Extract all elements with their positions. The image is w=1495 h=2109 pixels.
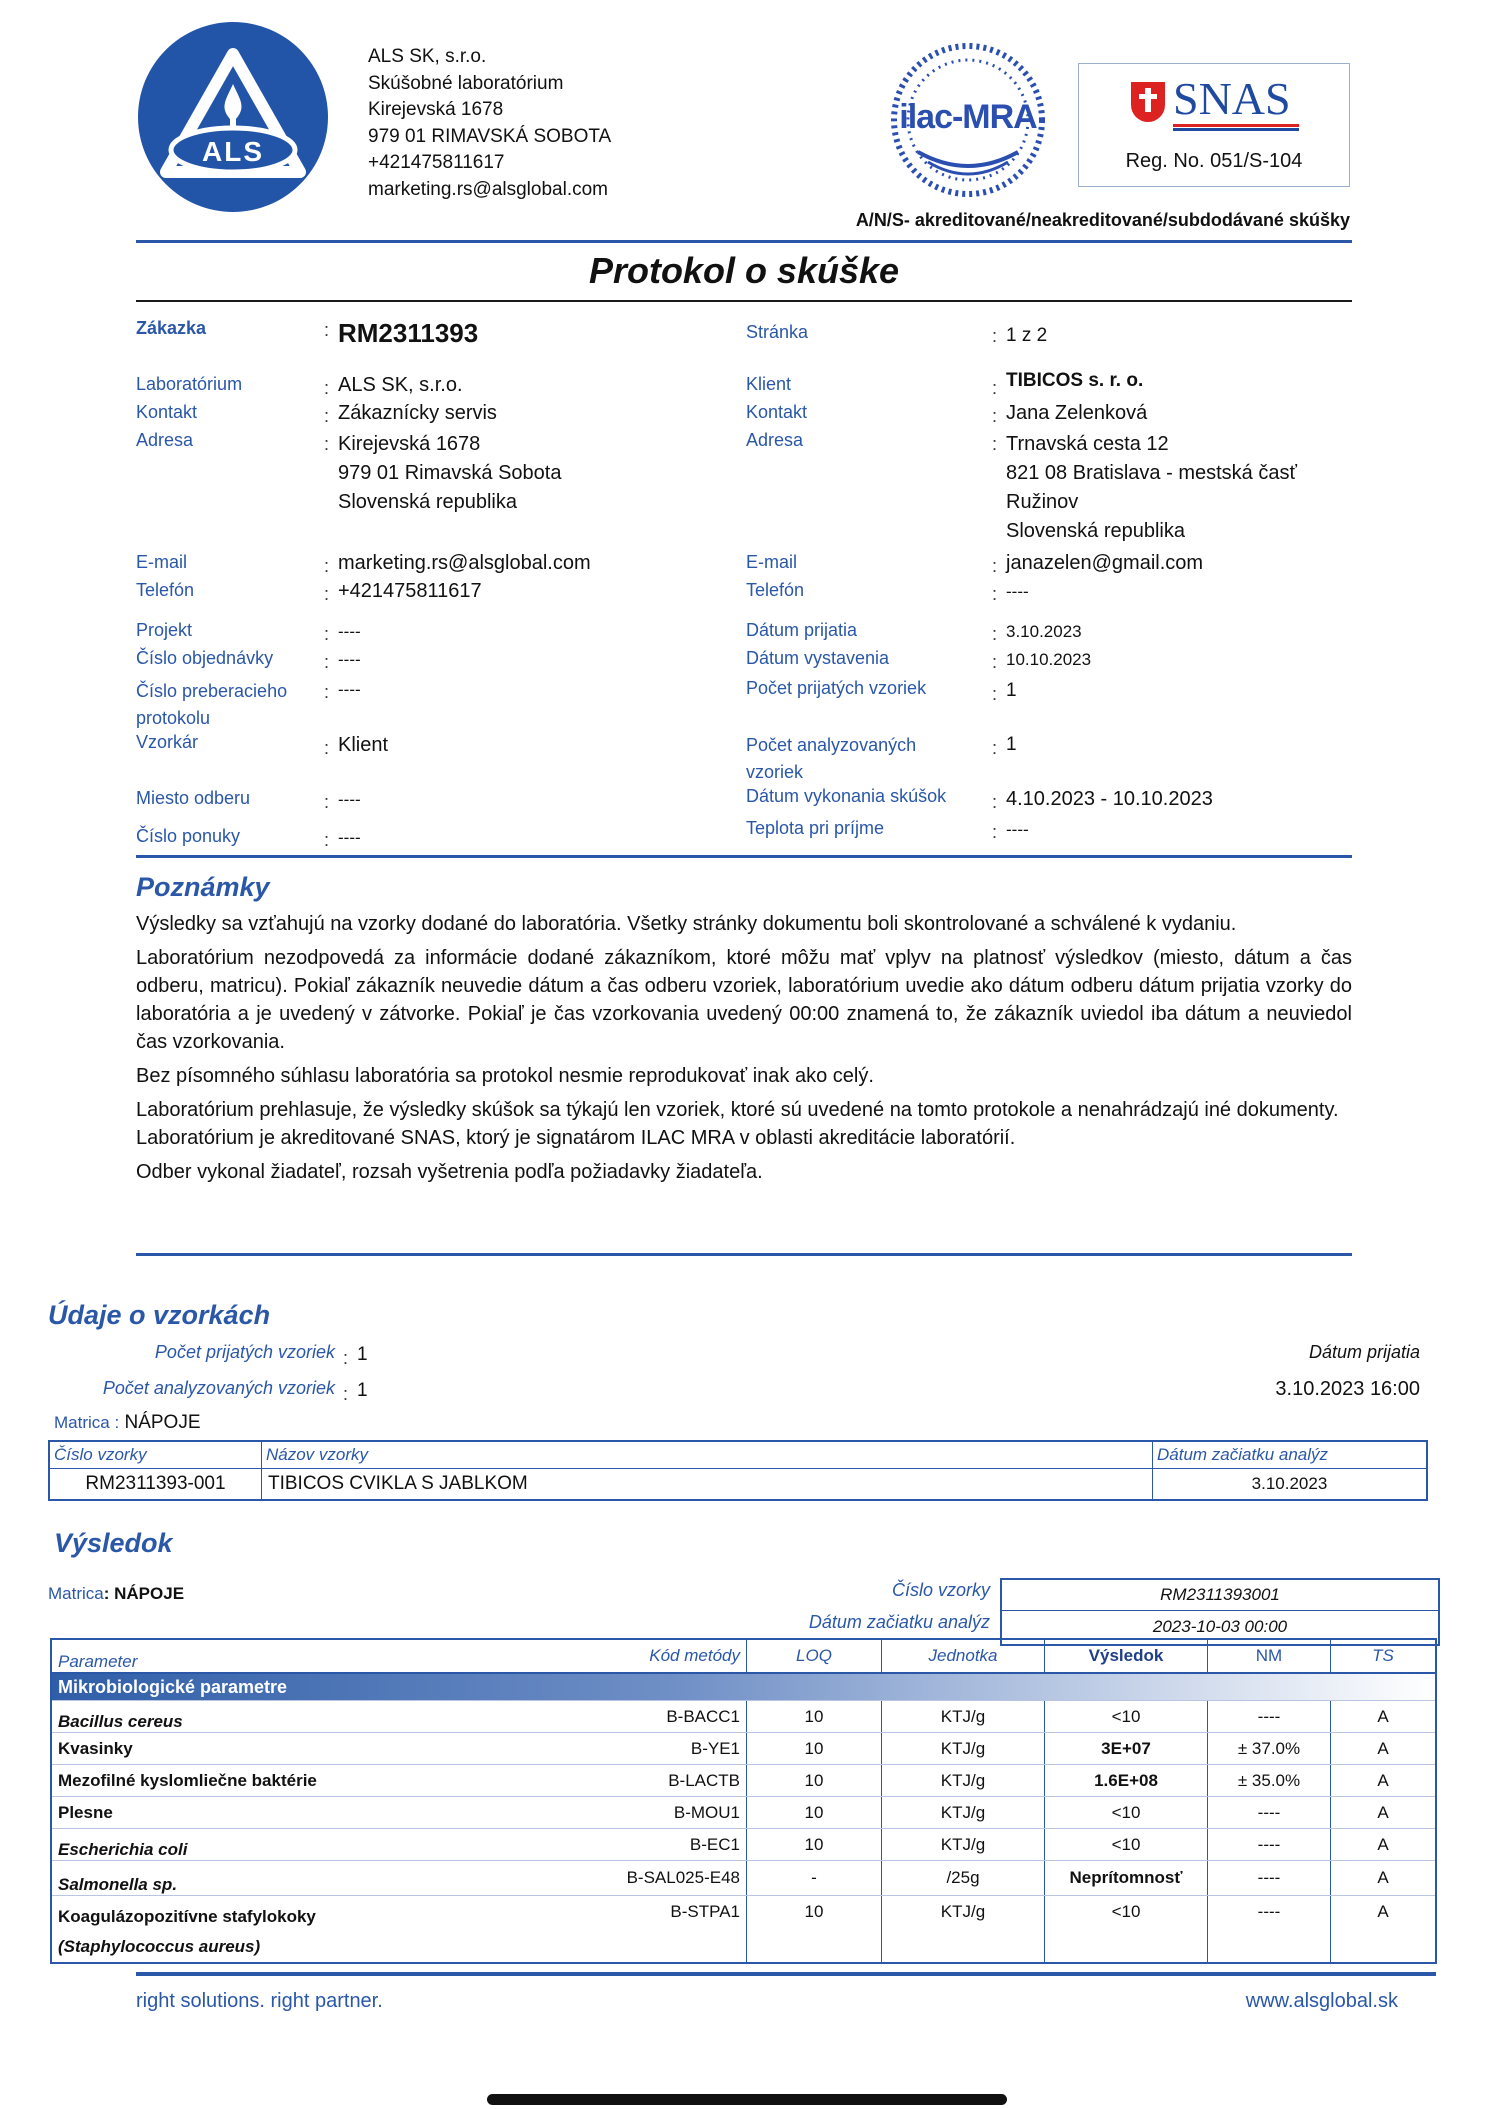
method-code: B-STPA1 (584, 1896, 747, 1964)
pocet-analyzovanych-label: Počet analyzovaných vzoriek (746, 735, 917, 782)
snas-box (1078, 63, 1350, 187)
prijatie-value: 3.10.2023 (1006, 622, 1082, 641)
ts: A (1377, 1902, 1389, 1921)
telefon-label: Telefón (136, 580, 195, 600)
samples-pocet-analyzovanych-label: Počet analyzovaných vzoriek (102, 1378, 335, 1398)
sample-name: TIBICOS CVIKLA S JABLKOM (262, 1469, 1153, 1501)
col-header: LOQ (747, 1639, 882, 1673)
kontakt-label: Kontakt (136, 402, 198, 422)
table-row (51, 1765, 1436, 1797)
snas-text: SNAS (1173, 73, 1291, 124)
results-table (50, 1638, 1437, 1964)
method-code: B-LACTB (584, 1765, 747, 1797)
unit: KTJ/g (882, 1733, 1045, 1765)
nm: ± 37.0% (1208, 1733, 1331, 1765)
unit: KTJ/g (882, 1896, 1045, 1964)
samples-pocet-prijatych-label: Počet prijatých vzoriek (154, 1342, 335, 1362)
objednavka-value: ---- (338, 650, 361, 669)
param-name: Escherichia coli (51, 1829, 584, 1861)
loq: 10 (747, 1733, 882, 1765)
results-group-row (51, 1673, 1436, 1701)
result-datum-value: 2023-10-03 00:00 (1152, 1617, 1288, 1636)
company-name: ALS SK, s.r.o. (368, 46, 487, 67)
pocet-prijatych-label: Počet prijatých vzoriek (746, 678, 927, 698)
klient-value: TIBICOS s. r. o. (1006, 370, 1144, 391)
table-row (51, 1733, 1436, 1765)
ponuka-value: ---- (338, 828, 361, 847)
ts: A (1331, 1829, 1437, 1861)
col-header: Jednotka (882, 1639, 1045, 1673)
teplota-label: Teplota pri príjme (746, 818, 885, 838)
klient-telefon-label: Telefón (746, 580, 805, 600)
param-name: Bacillus cereus (51, 1701, 584, 1733)
loq: 10 (747, 1896, 882, 1964)
result-cislo-value: RM2311393001 (1002, 1580, 1438, 1611)
divider (136, 300, 1352, 302)
footer-url[interactable]: www.alsglobal.sk (1245, 1990, 1398, 2012)
stranka-value: 1 z 2 (1006, 325, 1048, 346)
email-label: E-mail (136, 552, 188, 572)
nm: ---- (1208, 1701, 1331, 1733)
samples-matrica-label: Matrica : (54, 1413, 120, 1432)
company-info (368, 44, 611, 203)
samples-datum-value: 3.10.2023 16:00 (1275, 1378, 1420, 1400)
company-phone: +421475811617 (368, 152, 505, 173)
klient-adresa-value: Trnavská cesta 12 821 08 Bratislava - mestská časť Ružinov Slovenská republika (1006, 433, 1297, 542)
nm: ---- (1208, 1797, 1331, 1829)
samples-table (48, 1440, 1428, 1501)
adresa-value: Kirejevská 1678 979 01 Rimavská Sobota Slovenská republika (338, 433, 562, 513)
klient-telefon-value: ---- (1006, 582, 1029, 601)
param-name: Salmonella sp. (51, 1861, 584, 1896)
loq: 10 (747, 1765, 882, 1797)
page-title: Protokol o skúške (588, 250, 900, 291)
miesto-value: ---- (338, 790, 361, 809)
ponuka-label: Číslo ponuky (136, 826, 241, 846)
table-row (51, 1861, 1436, 1896)
result-value: <10 (1045, 1896, 1208, 1964)
miesto-label: Miesto odberu (136, 788, 251, 808)
lab-value: ALS SK, s.r.o. (338, 374, 463, 396)
reg-no: Reg. No. 051/S-104 (1125, 150, 1303, 172)
nm: ---- (1208, 1829, 1331, 1861)
ts: A (1331, 1765, 1437, 1797)
klient-kontakt-label: Kontakt (746, 402, 808, 422)
notes-title: Poznámky (136, 872, 270, 902)
samples-pocet-analyzovanych-value: 1 (357, 1380, 368, 1401)
note-paragraph: Bez písomného súhlasu laboratória sa protokol nesmie reprodukovať inak ako celý. (136, 1065, 874, 1087)
vystavenie-label: Dátum vystavenia (746, 648, 890, 668)
email-value: marketing.rs@alsglobal.com (338, 552, 591, 574)
result-value: <10 (1045, 1797, 1208, 1829)
objednavka-label: Číslo objednávky (136, 648, 274, 668)
zakazka-label: Zákazka (136, 318, 207, 338)
loq: 10 (747, 1829, 882, 1861)
col-header: NM (1208, 1639, 1331, 1673)
col-header: TS (1331, 1639, 1437, 1673)
ts: A (1331, 1733, 1437, 1765)
result-value: <10 (1045, 1829, 1208, 1861)
notes (136, 910, 1352, 1192)
kontakt-value: Zákaznícky servis (338, 402, 497, 424)
note-paragraph: Odber vykonal žiadateľ, rozsah vyšetrenia podľa požiadavky žiadateľa. (136, 1161, 763, 1183)
klient-label: Klient (746, 374, 792, 394)
note-paragraph: Laboratórium prehlasuje, že výsledky skúšok sa týkajú len vzoriek, ktoré sú uvedené na tomto protokole a nenahrádzajú iné dokumenty. (136, 1099, 1339, 1121)
projekt-value: ---- (338, 622, 361, 641)
loq: - (747, 1861, 882, 1896)
vykonanie-value: 4.10.2023 - 10.10.2023 (1006, 788, 1213, 810)
zakazka-value: RM2311393 (338, 318, 479, 348)
nm: ± 35.0% (1208, 1765, 1331, 1797)
klient-email-value: janazelen@gmail.com (1006, 552, 1204, 574)
col-header: Parameter (51, 1639, 584, 1673)
col-header: Výsledok (1045, 1639, 1208, 1673)
unit: KTJ/g (882, 1829, 1045, 1861)
teplota-value: ---- (1006, 820, 1029, 839)
table-row (49, 1469, 1427, 1501)
divider (136, 240, 1352, 243)
result-value: <10 (1045, 1701, 1208, 1733)
stranka-label: Stránka (746, 322, 809, 342)
company-lab: Skúšobné laboratórium (368, 72, 564, 94)
method-code: B-MOU1 (584, 1797, 747, 1829)
adresa-label: Adresa (136, 430, 194, 450)
als-logo-text: ALS (202, 136, 264, 167)
company-street: Kirejevská 1678 (368, 99, 504, 120)
footer-divider (136, 1972, 1436, 1976)
note-paragraph: Laboratórium nezodpovedá za informácie dodané zákazníkom, ktoré môžu mať vplyv na platnosť výsledkov (miesto, dátum a čas odberu, matricu). Pokiaľ zákazník neuvedie dátum a čas odberu vzoriek, laboratórium uvedie ako dátum odberu dátum prijatia vzorky do laboratória a je uvedený v zátvorke. Pokiaľ je čas vzorkovania uvedený 00:00 znamená to, že zákazník uviedol iba dátum a neuviedol čas vzorkovania. (136, 947, 1352, 1053)
unit: KTJ/g (882, 1797, 1045, 1829)
col-header: Dátum začiatku analýz (1153, 1441, 1428, 1469)
lab-label: Laboratórium (136, 374, 243, 394)
param-name: Kvasinky (51, 1733, 584, 1765)
unit: KTJ/g (882, 1765, 1045, 1797)
snas-shield-icon (1131, 82, 1165, 122)
samples-pocet-prijatych-value: 1 (357, 1344, 368, 1365)
nm: ---- (1208, 1861, 1331, 1896)
sample-date: 3.10.2023 (1251, 1474, 1328, 1493)
klient-kontakt-value: Jana Zelenková (1006, 402, 1148, 424)
loq: 10 (747, 1797, 882, 1829)
sample-id: RM2311393-001 (49, 1469, 262, 1501)
home-indicator[interactable] (487, 2094, 1007, 2105)
loq: 10 (747, 1701, 882, 1733)
unit: KTJ/g (882, 1701, 1045, 1733)
result-title: Výsledok (54, 1528, 173, 1558)
divider (136, 1253, 1352, 1256)
table-row (51, 1701, 1436, 1733)
ilac-text: ilac-MRA (899, 98, 1037, 136)
vystavenie-value: 10.10.2023 (1006, 650, 1092, 669)
table-row (51, 1797, 1436, 1829)
table-row (51, 1896, 1436, 1964)
divider (136, 855, 1352, 858)
method-code: B-YE1 (584, 1733, 747, 1765)
samples-title: Údaje o vzorkách (48, 1300, 271, 1330)
ts: A (1331, 1701, 1437, 1733)
footer-slogan: right solutions. right partner. (136, 1990, 383, 2012)
param-name: Koagulázopozitívne stafylokoky (Staphylococcus aureus) (58, 1907, 316, 1956)
note-paragraph: Laboratórium je akreditované SNAS, ktorý je signatárom ILAC MRA v oblasti akreditácie laboratórií. (136, 1127, 1016, 1149)
samples-matrica-value: NÁPOJE (124, 1412, 201, 1433)
vykonanie-label: Dátum vykonania skúšok (746, 786, 947, 806)
result-matrica-value: : NÁPOJE (103, 1584, 185, 1603)
param-name: Plesne (51, 1797, 584, 1829)
projekt-label: Projekt (136, 620, 193, 640)
col-header: Kód metódy (584, 1639, 747, 1673)
pocet-prijatych-value: 1 (1006, 680, 1017, 701)
ilac-mra-logo (888, 40, 1048, 200)
klient-email-label: E-mail (746, 552, 798, 572)
preberaci-label: Číslo preberacieho protokolu (136, 681, 288, 728)
samples-table-header (49, 1441, 1427, 1469)
result-cislo-label: Číslo vzorky (891, 1580, 990, 1600)
results-header (51, 1639, 1436, 1673)
result-datum-label: Dátum začiatku analýz (808, 1612, 990, 1632)
method-code: B-BACC1 (584, 1701, 747, 1733)
table-row (51, 1829, 1436, 1861)
param-name: Mezofilné kyslomliečne baktérie (51, 1765, 584, 1797)
nm: ---- (1208, 1896, 1331, 1964)
method-code: B-EC1 (584, 1829, 747, 1861)
telefon-value: +421475811617 (338, 580, 482, 602)
group-label: Mikrobiologické parametre (51, 1673, 1436, 1701)
result-matrica-label: Matrica (48, 1584, 104, 1603)
method-code: B-SAL025-E48 (584, 1861, 747, 1896)
pocet-analyzovanych-value: 1 (1006, 734, 1017, 755)
result-value: 3E+07 (1045, 1733, 1208, 1765)
ts: A (1331, 1861, 1437, 1896)
col-header: Názov vzorky (262, 1441, 1153, 1469)
result-value: Neprítomnosť (1045, 1861, 1208, 1896)
ts: A (1331, 1797, 1437, 1829)
col-header: Číslo vzorky (49, 1441, 262, 1469)
company-email: marketing.rs@alsglobal.com (368, 178, 608, 200)
klient-adresa-label: Adresa (746, 430, 804, 450)
accreditation-legend: A/N/S- akreditované/neakreditované/subdodávané skúšky (855, 210, 1350, 230)
note-paragraph: Výsledky sa vzťahujú na vzorky dodané do laboratória. Všetky stránky dokumentu boli skontrolované a schválené k vydaniu. (136, 913, 1237, 935)
samples-datum-label: Dátum prijatia (1308, 1342, 1420, 1362)
als-logo (138, 22, 328, 212)
vzorkar-value: Klient (338, 734, 389, 756)
unit: /25g (882, 1861, 1045, 1896)
preberaci-value: ---- (338, 680, 361, 699)
prijatie-label: Dátum prijatia (746, 620, 858, 640)
vzorkar-label: Vzorkár (136, 732, 199, 752)
company-city: 979 01 RIMAVSKÁ SOBOTA (368, 125, 612, 147)
result-value: 1.6E+08 (1045, 1765, 1208, 1797)
